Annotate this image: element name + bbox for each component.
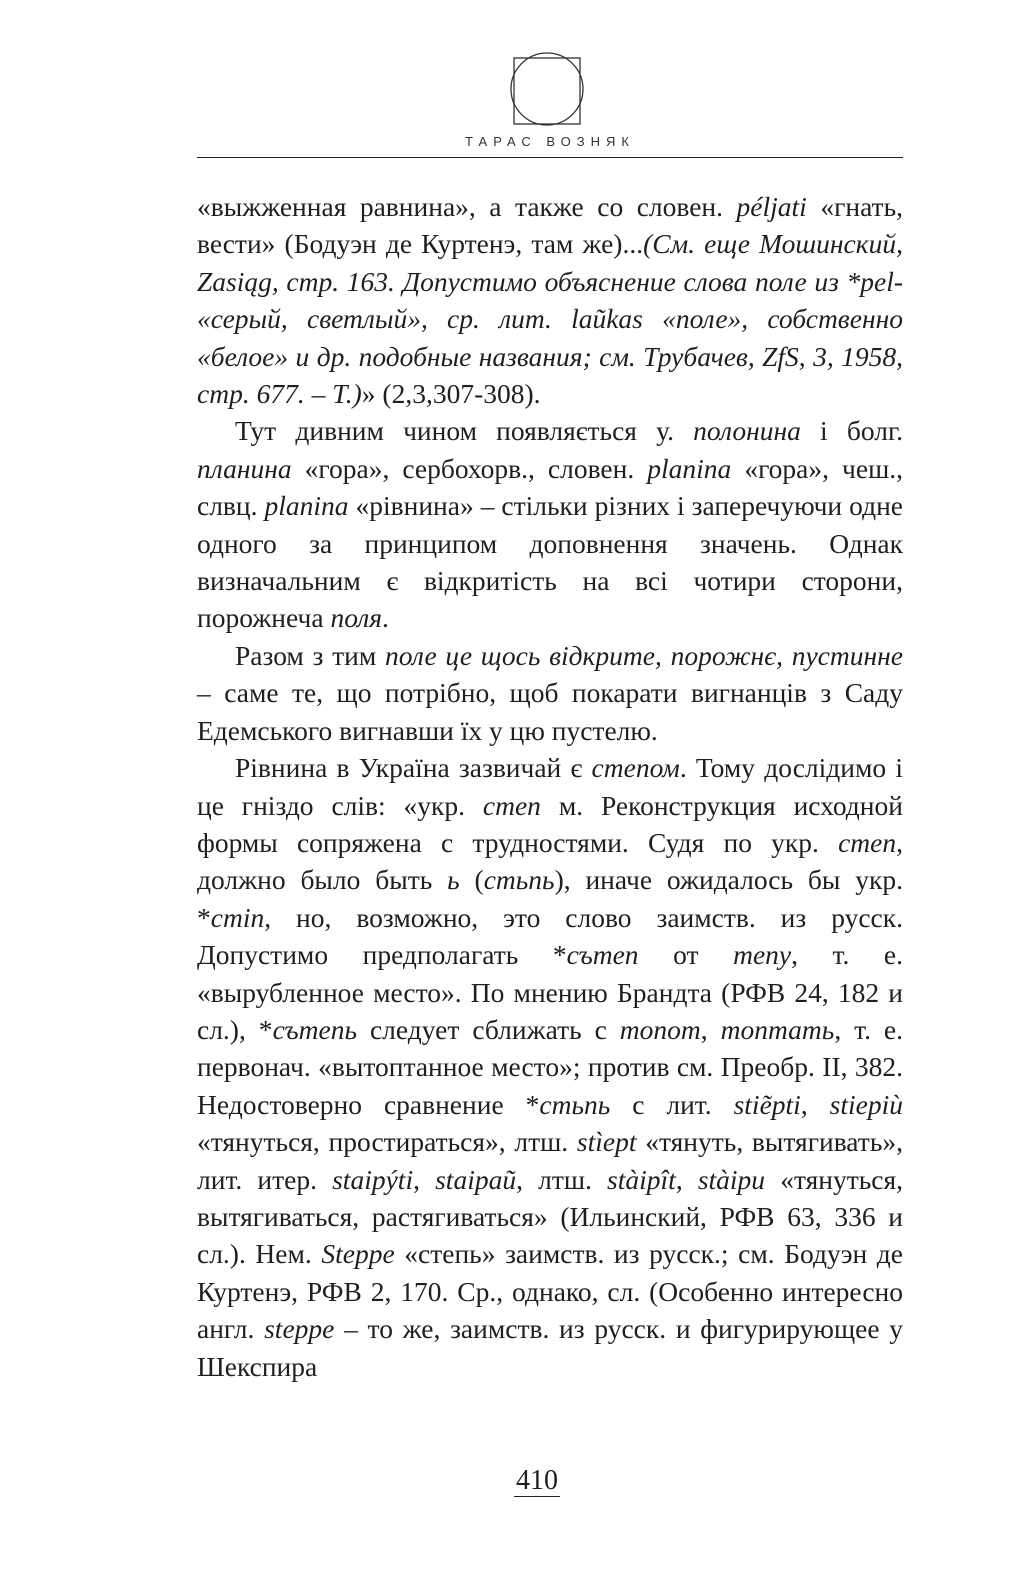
text-run: «гора», чеш., слвц. (197, 452, 903, 522)
paragraph (197, 637, 903, 749)
text-run: – то же, заимств. из русск. и фигурирующее у Шекспира (197, 1313, 903, 1382)
italic-text: planina (647, 452, 732, 484)
text-run: «степь» заимств. из русск.; см. Бодуэн де Куртенэ, РФВ 2, 170. Ср., однако, сл. (Особенно интересно англ. (197, 1238, 903, 1345)
italic-text: stiepiù (829, 1088, 904, 1120)
italic-text: staipýti (332, 1163, 414, 1195)
italic-text: стьпь (483, 864, 555, 896)
page-number (497, 1465, 577, 1497)
italic-text: полонина (693, 415, 801, 447)
italic-text: степ (838, 826, 897, 858)
italic-text: стьпь (539, 1088, 611, 1120)
text-run: , но, возможно, это слово заимств. из русск. Допустимо предполагать * (197, 901, 903, 971)
text-run: , (413, 1163, 436, 1195)
text-run: с лит. (610, 1088, 734, 1120)
italic-text: степ (482, 789, 541, 821)
italic-text: Steppe (321, 1238, 395, 1270)
text-run: , (700, 1013, 721, 1045)
italic-text: планина (197, 452, 292, 484)
italic-text: поле це щось відкрите, порожнє, пустинне (385, 639, 903, 671)
text-run: «гора», сербохорв., словен. (291, 452, 648, 484)
italic-text: ь (447, 864, 460, 896)
paragraph (197, 749, 903, 1385)
text-run: ( (459, 864, 484, 896)
text-run: м. Реконструкция исходной формы сопряжена с трудностями. Судя по укр. (197, 789, 903, 858)
text-run: от (638, 939, 734, 971)
text-run: «тянуть, вытягивать», лит. итер. (197, 1126, 903, 1195)
text-run: . Тому дослідимо і це гніздо слів: «укр. (197, 752, 904, 821)
italic-text: топот (619, 1013, 701, 1045)
circle-square-emblem-icon (508, 48, 586, 130)
page-number-value: 410 (516, 1465, 558, 1496)
italic-text: stàipît (607, 1163, 676, 1195)
text-run: «рівнина» – стільки різних і заперечуючи одне одного за принципом доповнення значень. Однак визначальним є відкритість на всі чотири сторони, порожнеча (197, 490, 903, 634)
text-run: , т. е. первонач. «вытоптанное место»; против см. Преобр. II, 382. Недостоверно сравнение * (197, 1013, 904, 1120)
running-head: ТАРАС ВОЗНЯК (465, 134, 635, 149)
italic-text: steppe (264, 1313, 335, 1345)
italic-text: сътепь (272, 1013, 358, 1045)
text-run: , т. е. «вырубленное место». По мнению Брандта (РФВ 24, 182 и сл.), * (197, 939, 904, 1045)
text-run: , должно было быть (197, 826, 903, 896)
text-run: Разом з тим (235, 639, 385, 671)
italic-text: planina (264, 490, 349, 522)
text-run: «тянуться, вытягиваться, растягиваться» (Ильинский, РФВ 63, 336 и сл.). Нем. (197, 1163, 904, 1270)
text-run: , (800, 1088, 830, 1120)
italic-text: stìept (576, 1126, 637, 1158)
header-rule (197, 157, 903, 158)
text-run: «выжженная равнина», а также со словен. (197, 191, 737, 222)
paragraph (197, 188, 903, 412)
italic-text: топтать (720, 1013, 835, 1045)
text-run: і болг. (800, 415, 904, 447)
text-run: . (382, 602, 389, 634)
italic-text: поля (330, 602, 383, 634)
italic-text: тепу (733, 939, 792, 971)
text-run: «тянуться, простираться», лтш. (197, 1126, 577, 1158)
italic-text: сътеп (566, 939, 639, 971)
text-run: Рівнина в Україна зазвичай є (235, 752, 592, 784)
text-run: , (675, 1163, 698, 1195)
italic-text: staipaũ (435, 1163, 517, 1195)
text-run: следует сближать с (357, 1013, 620, 1045)
paragraph (197, 412, 903, 636)
text-run: – саме те, що потрібно, щоб покарати вигнанців з Саду Едемського вигнавши їх у цю пустелю. (197, 677, 903, 746)
text-run: ), иначе ожидалось бы укр. * (197, 864, 903, 933)
text-run: » (2,3,307-308). (361, 378, 541, 410)
italic-text: stàipu (697, 1163, 766, 1195)
text-run: Тут дивним чином появляється у. (235, 415, 694, 447)
italic-text: стіп (210, 901, 265, 933)
italic-text: (См. еще Мошинский, Zasiąg, стр. 163. Допустимо объяснение слова поле из *pel- «серый, светлый», ср. лит. laũkas «поле», собственно «белое» и др. подобные названия; см. Трубачев, ZfS, 3, 1958, стр. 677. – Т.) (197, 228, 903, 410)
italic-text: степом (591, 752, 680, 784)
italic-text: péljati (736, 191, 807, 222)
italic-text: stiẽpti (733, 1088, 801, 1120)
body-text (197, 188, 903, 1385)
text-run: , лтш. (516, 1163, 608, 1195)
text-run: «гнать, вести» (Бодуэн де Куртенэ, там же)... (197, 191, 903, 260)
